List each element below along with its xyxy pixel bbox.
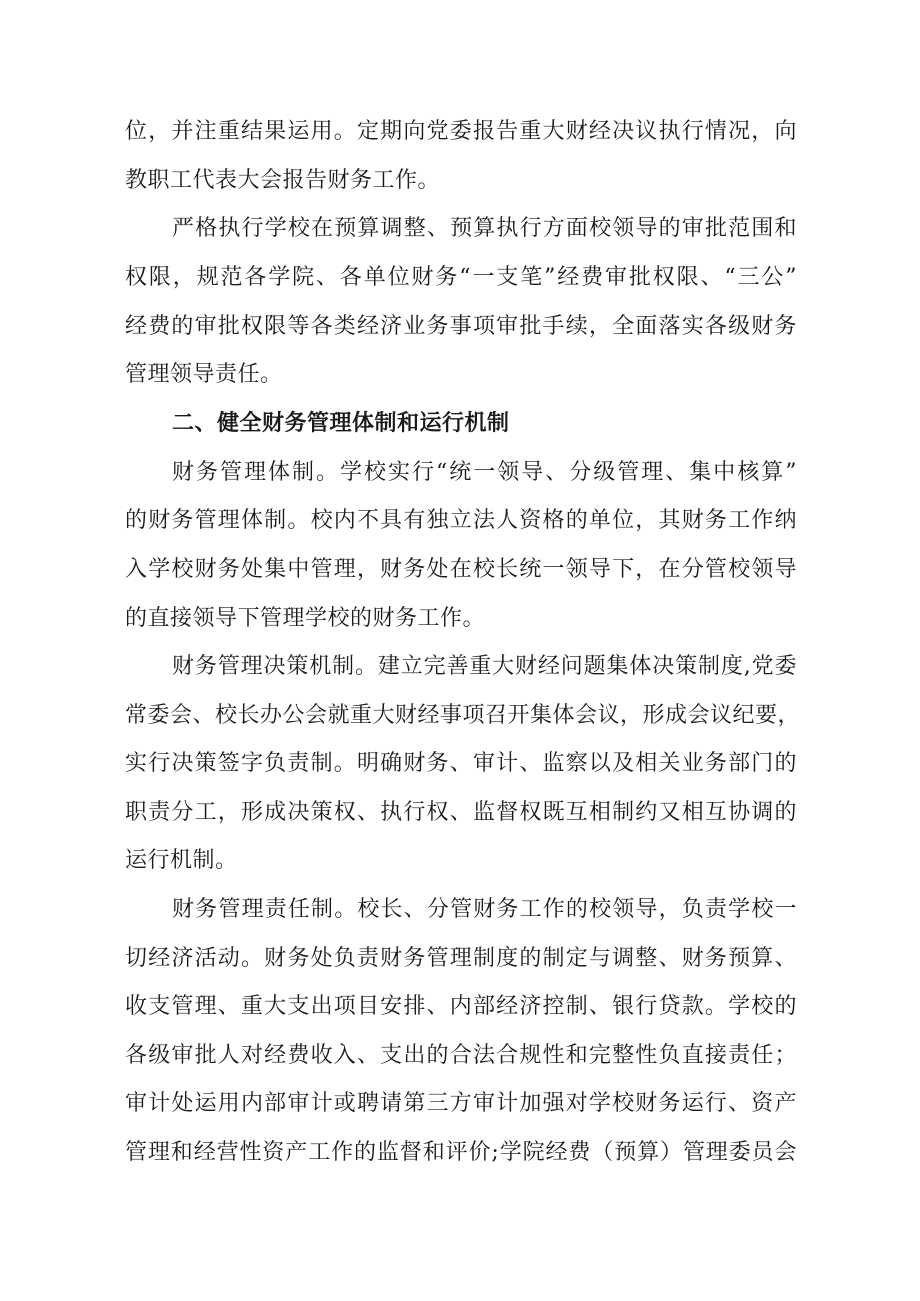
text-line: 切经济活动。财务处负责财务管理制度的制定与调整、财务预算、: [125, 946, 797, 971]
text-line: 职责分工，形成决策权、执行权、监督权既互相制约又相互协调的: [125, 800, 797, 825]
text-line: 严格执行学校在预算调整、预算执行方面校领导的审批范围和: [172, 216, 797, 241]
text-line: 管理和经营性资产工作的监督和评价;学院经费（预算）管理委员会: [125, 1140, 797, 1165]
text-line: 教职工代表大会报告财务工作。: [125, 168, 441, 193]
text-line: 财务管理决策机制。建立完善重大财经问题集体决策制度,党委: [172, 654, 797, 679]
text-line: 财务管理责任制。校长、分管财务工作的校领导，负责学校一: [172, 897, 797, 922]
text-line: 的直接领导下管理学校的财务工作。: [125, 606, 486, 631]
text-line: 管理领导责任。: [125, 362, 283, 387]
text-line: 入学校财务处集中管理，财务处在校长统一领导下，在分管校领导: [125, 557, 797, 582]
text-line: 运行机制。: [125, 848, 238, 873]
text-line: 的财务管理体制。校内不具有独立法人资格的单位，其财务工作纳: [125, 508, 797, 533]
text-line: 权限，规范各学院、各单位财务“一支笔”经费审批权限、“三公”: [125, 265, 797, 290]
text-line: 财务管理体制。学校实行“统一领导、分级管理、集中核算”: [172, 460, 797, 485]
text-line: 经费的审批权限等各类经济业务事项审批手续，全面落实各级财务: [125, 314, 797, 339]
text-line: 审计处运用内部审计或聘请第三方审计加强对学校财务运行、资产: [125, 1091, 797, 1116]
text-line: 收支管理、重大支出项目安排、内部经济控制、银行贷款。学校的: [125, 994, 797, 1019]
text-line: 位，并注重结果运用。定期向党委报告重大财经决议执行情况，向: [125, 119, 797, 144]
text-line: 常委会、校长办公会就重大财经事项召开集体会议，形成会议纪要，: [125, 703, 801, 728]
text-line: 实行决策签字负责制。明确财务、审计、监察以及相关业务部门的: [125, 751, 797, 776]
text-line: 各级审批人对经费收入、支出的合法合规性和完整性负直接责任；: [125, 1043, 797, 1068]
section-heading: 二、健全财务管理体制和运行机制: [172, 411, 510, 436]
